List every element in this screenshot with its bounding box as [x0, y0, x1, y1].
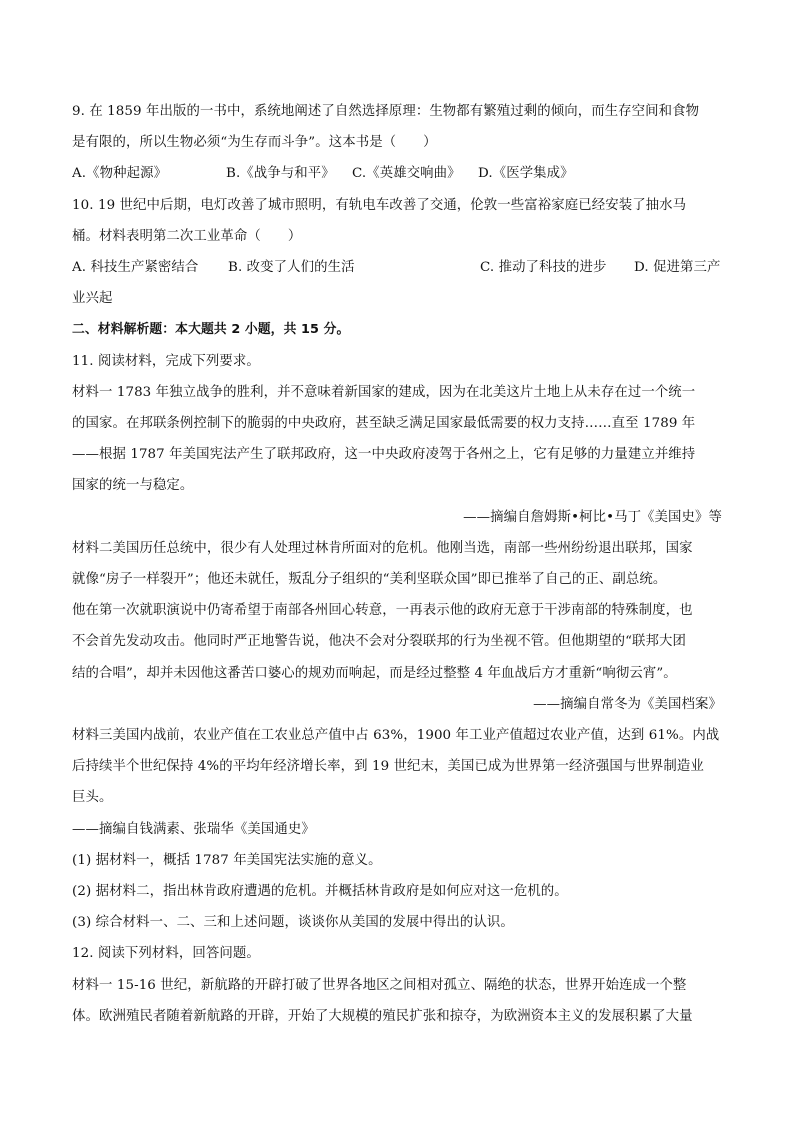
q11-material-2-line: 结的合唱”，却并未因他这番苦口婆心的规劝而响起，而是经过整整 4 年血战后方才重新“响彻云宵”。	[72, 665, 677, 681]
q11-material-2-line: 他在第一次就职演说中仍寄希望于南部各州回心转意，一再表示他的政府无意于干涉南部的特殊制度，也	[72, 603, 693, 619]
q11-material-2-source: ——摘编自常冬为《美国档案》	[533, 696, 722, 712]
q9-stem-line-2: 是有限的，所以生物必须“为生存而斗争”。这本书是（ ）	[72, 135, 437, 151]
q10-option-d: D. 促进第三产	[634, 260, 721, 276]
q12-material-1-line: 体。欧洲殖民者随着新航路的开辟，开始了大规模的殖民扩张和掠夺，为欧洲资本主义的发展积累了大量	[72, 1008, 693, 1024]
exam-page	[72, 96, 722, 1032]
q11-material-3-line: 材料三美国内战前，农业产值在工农业总产值中占 63%，1900 年工业产值超过农业产值，达到 61%。内战	[72, 728, 720, 744]
q11-material-3-line: 巨头。	[72, 790, 113, 806]
q10-option-c: C. 推动了科技的进步	[480, 260, 607, 276]
q11-material-3-source: ——摘编自钱满素、张瑞华《美国通史》	[72, 821, 315, 837]
q11-material-2-line: 就像“房子一样裂开”；他还未就任，叛乱分子组织的“美利坚联众国”即已推举了自己的正、副总统。	[72, 572, 667, 588]
q9-option-c: C.《英雄交响曲》	[352, 166, 461, 182]
q11-material-3-line: 后持续半个世纪保持 4%的平均年经济增长率，到 19 世纪末，美国已成为世界第一经济强国与世界制造业	[72, 759, 704, 775]
q12-intro: 12. 阅读下列材料，回答问题。	[72, 946, 260, 962]
q9-stem-line-1: 9. 在 1859 年出版的一书中，系统地阐述了自然选择原理：生物都有繁殖过剩的倾向，而生存空间和食物	[72, 104, 700, 119]
q9-option-d: D.《医学集成》	[478, 166, 574, 182]
q10-stem-line-1: 10. 19 世纪中后期，电灯改善了城市照明，有轨电车改善了交通，伦敦一些富裕家庭已经安装了抽水马	[72, 197, 687, 213]
q10-stem-line-2: 桶。材料表明第二次工业革命（ ）	[72, 228, 302, 244]
q10-options	[72, 252, 722, 283]
q11-material-1-line: 材料一 1783 年独立战争的胜利，并不意味着新国家的建成，因为在北美这片土地上从未存在过一个统一	[72, 384, 696, 400]
q11-intro: 11. 阅读材料，完成下列要求。	[72, 353, 260, 369]
q10-option-d-wrap: 业兴起	[72, 291, 113, 307]
q11-subquestion-1: (1) 据材料一，概括 1787 年美国宪法实施的意义。	[72, 852, 382, 868]
q11-material-2-line: 不会首先发动攻击。他同时严正地警告说，他决不会对分裂联邦的行为坐视不管。但他期望的“联邦大团	[72, 634, 687, 650]
q11-subquestion-2: (2) 据材料二，指出林肯政府遭遇的危机。并概括林肯政府是如何应对这一危机的。	[72, 884, 568, 900]
q10-option-b: B. 改变了人们的生活	[228, 260, 355, 276]
q11-material-2-line: 材料二美国历任总统中，很少有人处理过林肯所面对的危机。他刚当选，南部一些州纷纷退出联邦，国家	[72, 540, 693, 556]
q10-option-a: A. 科技生产紧密结合	[72, 260, 199, 276]
q11-material-1-source: ——摘编自詹姆斯•柯比•马丁《美国史》等	[463, 509, 722, 525]
section-2-heading: 二、材料解析题：本大题共 2 小题，共 15 分。	[72, 322, 350, 338]
q9-option-b: B.《战争与和平》	[226, 166, 335, 182]
q12-material-1-line: 材料一 15-16 世纪，新航路的开辟打破了世界各地区之间相对孤立、隔绝的状态，世界开始连成一个整	[72, 977, 687, 993]
q11-material-1-line: 的国家。在邦联条例控制下的脆弱的中央政府，甚至缺乏满足国家最低需要的权力支持……直至 1789 年	[72, 416, 696, 432]
q11-material-1-line: 国家的统一与稳定。	[72, 478, 194, 494]
q11-material-1-line: ——根据 1787 年美国宪法产生了联邦政府，这一中央政府凌驾于各州之上，它有足够的力量建立并维持	[72, 447, 696, 463]
q9-options	[72, 158, 722, 189]
q11-subquestion-3: (3) 综合材料一、二、三和上述问题，谈谈你从美国的发展中得出的认识。	[72, 915, 514, 931]
q9-option-a: A.《物种起源》	[72, 166, 168, 182]
